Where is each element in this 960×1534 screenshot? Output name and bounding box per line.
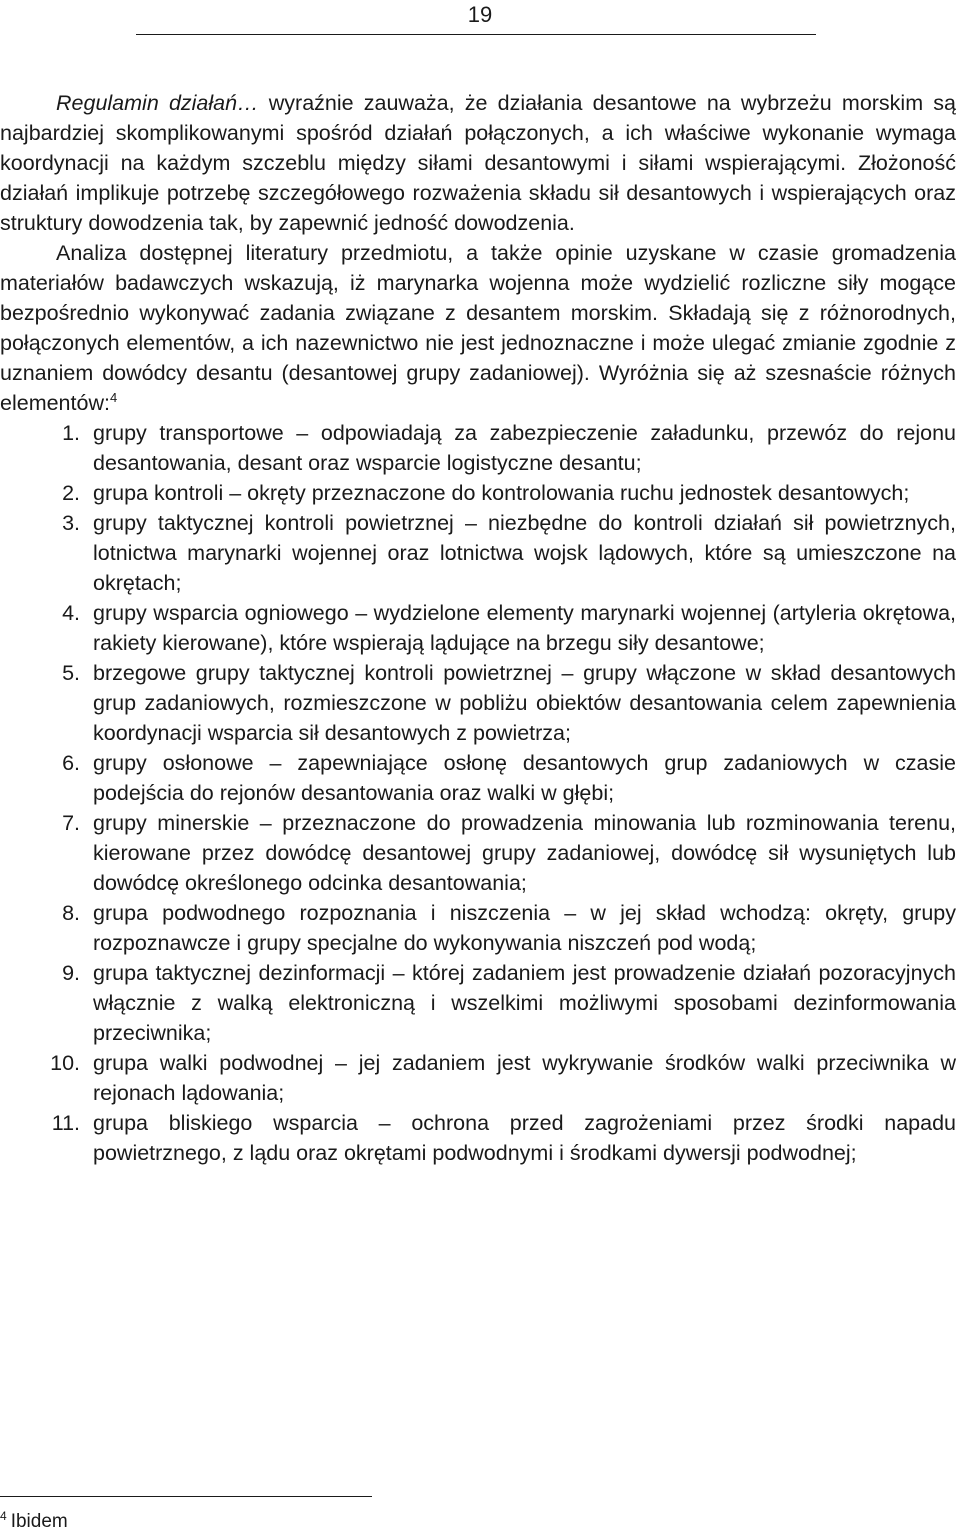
page-number: 19 — [467, 2, 493, 27]
list-item-text: grupa walki podwodnej – jej zadaniem jest wykrywanie środków walki przeciwnika w rejonach lądowania; — [93, 1051, 956, 1105]
list-item-text: grupa taktycznej dezinformacji – której zadaniem jest prowadzenie działań pozoracyjnych włącznie z walką elektroniczną i wszelkimi możliwymi sposobami dezinformowania przeciwnika; — [93, 961, 956, 1045]
list-item-text: grupy osłonowe – zapewniające osłonę desantowych grup zadaniowych w czasie podejścia do rejonów desantowania oraz walki w głębi; — [93, 751, 956, 805]
list-item — [0, 898, 956, 958]
footnote-mark: 4 — [0, 1509, 7, 1523]
footnote-text: Ibidem — [10, 1511, 68, 1532]
list-item-number: 7. — [62, 811, 80, 835]
list-item-text: grupa kontroli – okręty przeznaczone do kontrolowania ruchu jednostek desantowych; — [93, 481, 910, 505]
list-item — [0, 508, 956, 598]
paragraph-analysis-text: Analiza dostępnej literatury przedmiotu, a także opinie uzyskane w czasie gromadzenia materiałów badawczych wskazują, iż marynarka wojenna może wydzielić rozliczne siły mogące bezpośrednio wykonywać zadania związane z desantem morskim. Składają się z różnorodnych, połączonych elementów, a ich nazewnictwo nie jest jednoznaczne i może ulegać zmianie zgodnie z uznaniem dowódcy desantu (desantowej grupy zadaniowej). Wyróżnia się aż szesnaście różnych elementów: — [0, 241, 956, 415]
paragraph-intro-text: wyraźnie zauważa, że działania desantowe na wybrzeżu morskim są najbardziej skomplikowanymi spośród działań połączonych, a ich właściwe wykonanie wymaga koordynacji na każdym szczeblu między siłami desantowymi i siłami wspierającymi. Złożoność działań implikuje potrzebę szczegółowego rozważenia składu sił desantowych i wspierających oraz struktury dowodzenia tak, by zapewnić jedność dowodzenia. — [0, 91, 956, 235]
list-item — [0, 1108, 956, 1168]
list-item — [0, 808, 956, 898]
list-item — [0, 748, 956, 808]
list-item-number: 4. — [62, 601, 80, 625]
list-item — [0, 1048, 956, 1108]
list-item-text: grupa bliskiego wsparcia – ochrona przed zagrożeniami przez środki napadu powietrznego, z lądu oraz okrętami podwodnymi i środkami dywersji podwodnej; — [93, 1111, 956, 1165]
list-item — [0, 598, 956, 658]
paragraph-intro — [0, 88, 956, 238]
footnote — [0, 1510, 68, 1534]
list-item-number: 5. — [62, 661, 80, 685]
list-item-number: 9. — [62, 961, 80, 985]
list-item-number: 6. — [62, 751, 80, 775]
elements-list — [0, 418, 956, 1168]
list-item-number: 1. — [62, 421, 80, 445]
header-rule — [136, 34, 816, 35]
list-item-text: grupy taktycznej kontroli powietrznej – niezbędne do kontroli działań sił powietrznych, lotnictwa marynarki wojennej oraz lotnictwa wojsk lądowych, które są umieszczone na okrętach; — [93, 511, 956, 595]
list-item-number: 2. — [62, 481, 80, 505]
list-item-number: 3. — [62, 511, 80, 535]
list-item-text: grupy transportowe – odpowiadają za zabezpieczenie załadunku, przewóz do rejonu desantowania, desant oraz wsparcie logistyczne desantu; — [93, 421, 956, 475]
paragraph-analysis — [0, 238, 956, 418]
list-item-text: brzegowe grupy taktycznej kontroli powietrznej – grupy włączone w skład desantowych grup zadaniowych, rozmieszczone w pobliżu obiektów desantowania celem zapewnienia koordynacji wsparcia sił desantowych z powietrza; — [93, 661, 956, 745]
list-item — [0, 478, 956, 508]
list-item-number: 11. — [51, 1111, 80, 1135]
list-item — [0, 658, 956, 748]
document-title-reference: Regulamin działań… — [56, 91, 259, 115]
list-item-text: grupy minerskie – przeznaczone do prowadzenia minowania lub rozminowania terenu, kierowane przez dowódcę desantowej grupy zadaniowej, dowódcę sił wysuniętych lub dowódcę określonego odcinka desantowania; — [93, 811, 956, 895]
list-item-number: 8. — [62, 901, 80, 925]
footnote-reference: 4 — [109, 390, 118, 405]
list-item — [0, 418, 956, 478]
footnote-rule — [0, 1496, 372, 1497]
list-item-text: grupa podwodnego rozpoznania i niszczenia – w jej skład wchodzą: okręty, grupy rozpoznawcze i grupy specjalne do wykonywania niszczeń pod wodą; — [93, 901, 956, 955]
list-item-number: 10. — [50, 1051, 80, 1075]
page-body — [0, 88, 956, 1168]
list-item-text: grupy wsparcia ogniowego – wydzielone elementy marynarki wojennej (artyleria okrętowa, rakiety kierowane), które wspierają lądujące na brzegu siły desantowe; — [93, 601, 956, 655]
list-item — [0, 958, 956, 1048]
